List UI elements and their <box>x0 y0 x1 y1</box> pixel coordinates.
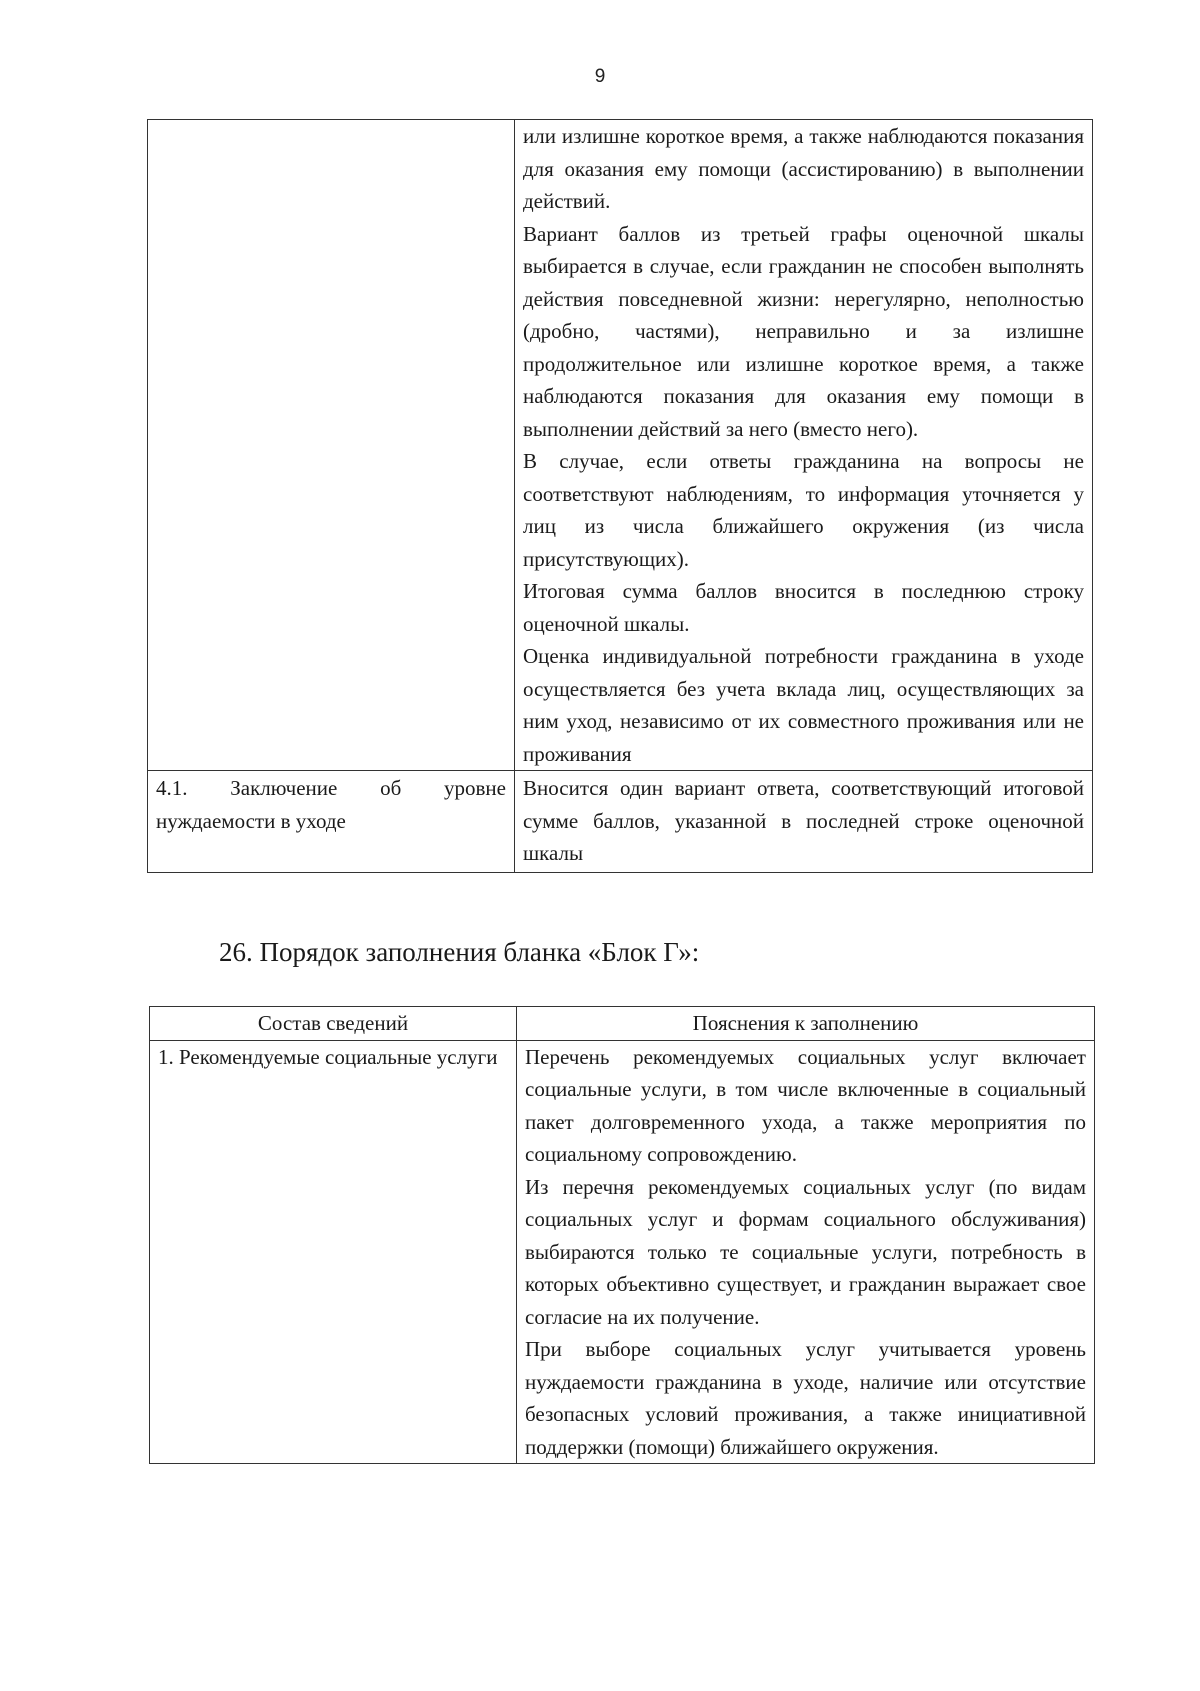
table-row <box>150 1040 1095 1464</box>
table-header-row <box>150 1007 1095 1041</box>
table-cell-left <box>148 120 515 771</box>
table-cell-right <box>517 1040 1095 1464</box>
paragraph: В случае, если ответы гражданина на вопросы не соответствуют наблюдениям, то информация уточняется у лиц из числа ближайшего окружения (из числа присутствующих). <box>523 449 1084 571</box>
conclusion-explanation: Вносится один вариант ответа, соответствующий итоговой сумме баллов, указанной в последней строке оценочной шкалы <box>523 776 1084 865</box>
paragraph: При выборе социальных услуг учитывается уровень нуждаемости гражданина в уходе, наличие или отсутствие безопасных условий проживания, а также инициативной поддержки (помощи) ближайшего окружения. <box>525 1337 1086 1459</box>
paragraph: или излишне короткое время, а также наблюдаются показания для оказания ему помощи (ассистированию) в выполнении действий. <box>523 124 1084 213</box>
page-number: 9 <box>594 66 606 87</box>
table-cell-right <box>515 120 1093 771</box>
section-heading: 26. Порядок заполнения бланка «Блок Г»: <box>219 937 700 967</box>
column-header: Пояснения к заполнению <box>517 1007 1095 1041</box>
item-label: 1. Рекомендуемые социальные услуги <box>158 1044 498 1069</box>
conclusion-label: 4.1. Заключение об уровне нуждаемости в уходе <box>156 776 506 833</box>
table-cell-right <box>515 771 1093 873</box>
paragraph: Оценка индивидуальной потребности гражданина в уходе осуществляется без учета вклада лиц, осуществляющих за ним уход, независимо от их совместного проживания или не проживания <box>523 644 1084 766</box>
table-cell-left <box>148 771 515 873</box>
table-cell-left <box>150 1040 517 1464</box>
paragraph: Из перечня рекомендуемых социальных услуг (по видам социальных услуг и формам социального обслуживания) выбираются только те социальные услуги, потребность в которых объективно существует, и гражданин выражает свое согласие на их получение. <box>525 1174 1086 1329</box>
table-row <box>148 771 1093 873</box>
paragraph: Перечень рекомендуемых социальных услуг включает социальные услуги, в том числе включенные в социальный пакет долговременного ухода, а также мероприятия по социальному сопровождению. <box>525 1044 1086 1166</box>
column-header: Состав сведений <box>150 1007 517 1041</box>
table-row <box>148 120 1093 771</box>
block-g-table <box>149 1006 1095 1464</box>
paragraph: Итоговая сумма баллов вносится в последнюю строку оценочной шкалы. <box>523 579 1084 636</box>
paragraph: Вариант баллов из третьей графы оценочной шкалы выбирается в случае, если гражданин не способен выполнять действия повседневной жизни: нерегулярно, неполностью (дробно, частями), неправильно и за излишне продолжительное или излишне короткое время, а также наблюдаются показания для оказания ему помощи в выполнении действий за него (вместо него). <box>523 221 1084 441</box>
assessment-table-continued <box>147 119 1093 873</box>
